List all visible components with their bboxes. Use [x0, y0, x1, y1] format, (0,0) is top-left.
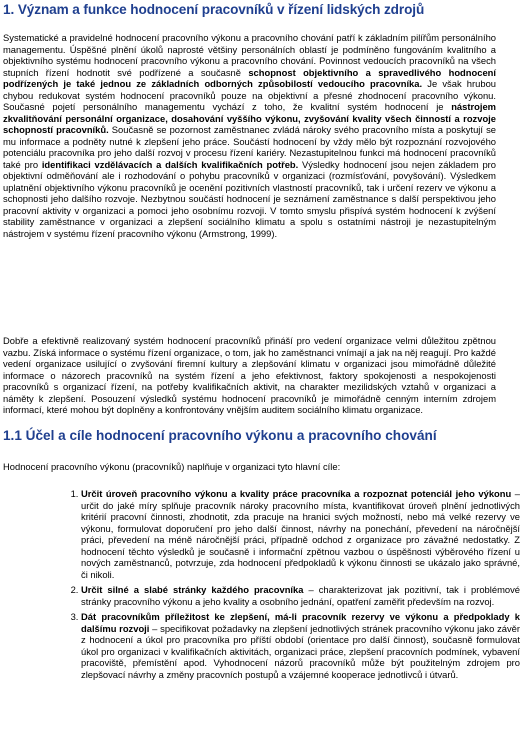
list-item-text: – charakterizovat jak pozitivní, tak i problémové stránky pracovního výkonu a jeho kvality a osobního jednání, opatření zaměřit především na rozvoj.: [81, 584, 520, 607]
list-item-bold: Určit silné a slabé stránky každého pracovníka: [81, 584, 304, 595]
list-item: [81, 488, 520, 580]
chapter-heading: 1. Význam a funkce hodnocení pracovníků v řízení lidských zdrojů: [3, 2, 425, 17]
text-span: Současně se pozornost zaměstnanec zvládá nároky svého pracovního místa a poskytují se mu informace a podněty nutné k zlepšení jeho práce. Součástí hodnocení by vždy mělo být rozpoznání rozvojového potenciálu pracovníka pro jeho další rozvoj v procesu řízení kariéry. Nezastupitelnou funkci má hodnocení pracovníků také pro: [3, 124, 496, 170]
list-item: [81, 611, 520, 680]
list-item-bold: Určit úroveň pracovního výkonu a kvality práce pracovníka a rozpoznat potenciál jeho výkonu: [81, 488, 512, 499]
goals-list: [57, 488, 520, 684]
list-item: [81, 584, 520, 607]
paragraph-goals-intro: Hodnocení pracovního výkonu (pracovníků) naplňuje v organizaci tyto hlavní cíle:: [3, 461, 341, 472]
list-item-text: – určit do jaké míry splňuje pracovník nároky pracovního místa, kvantifikovat úroveň plnění jednotlivých kritérií pracovní činnosti, zhodnotit, zda pracuje na hranici svých možností, nebo má velké rezervy ve výkonu, formulovat doporučení pro jeho další činnost, návrhy na ponechání, převedení na náročnější práci, převedení na méně náročnější práci, případně odchod z organizace pro závažné nedostatky. Z hodnocení těchto výsledků je současně i informační zpětnou vazbou o úspěšnosti výběrového řízení u nových zaměstnanců, potvrzuje, zda hodnocení předpokladů k výkonu činnosti se ukázalo jako správné, či nikoli.: [81, 488, 520, 580]
bold-span: nástrojem zkvalitňování personální organizace, dosahování vyššího výkonu, zvyšování kvality všech činností a rozvoje schopností pracovníků.: [3, 101, 496, 135]
text-span: Výsledky hodnocení jsou nejen základem pro objektivní odměňování ale i rozhodování o pohybu pracovníků v organizaci (rozmísťování, povyšování). Výsledkem uplatnění objektivního výkonu pracovníků je ocenění pozitivních vlastností pracovníků, tak i určení rezerv ve výkonu a schopnosti jeho dalšího rozvoje. Nezbytnou součástí hodnocení je seznámení zaměstnance s další perspektivou jeho pracovní aktivity v organizaci a pomoci jeho osobnímu rozvoji. V tomto smyslu přispívá systém hodnocení k zvýšení stability zaměstnance v organizaci a zlepšení sociálního klimatu a spolu s ostatními nástroji je nezastupitelným nástrojem v systému řízení pracovního výkonu (Armstrong, 1999).: [3, 158, 496, 239]
text-span: Systematické a pravidelné hodnocení pracovního výkonu a pracovního chování patří k základním pilířům personálního managementu. Úspěšné plnění úkolů naprosté většiny personálních oblastí je podmíněno fungováním kvalitního a objektivního systému hodnocení pracovního výkonu a pracovního chování. Povinnost vedoucích pracovníků na všech stupních řízení hodnotit své podřízené a současně: [3, 32, 496, 78]
list-item-text: – specifikovat požadavky na zlepšení jednotlivých stránek pracovního výkonu jako závěr z hodnocení a úkol pro pracovníka pro příští období (orientace pro další činnost), současně formulovat úkol pro organizaci v kvalifikačních aktivitách, organizaci práce, zlepšení pracovních podmínek, vybavení pracoviště, přemístění apod. Vyhodnocení názorů pracovníků může být použitelným zdrojem pro zlepšovací návrhy a změny pracovních postupů a vzájemné kooperace jednotlivců i útvarů.: [81, 622, 520, 680]
bold-span: schopnost objektivního a spravedlivého hodnocení podřízených je také jednou ze základních odborných způsobilostí vedoucího pracovníka.: [3, 66, 496, 89]
section-heading: 1.1 Účel a cíle hodnocení pracovního výkonu a pracovního chování: [3, 428, 437, 443]
list-item-bold: Dát pracovníkům příležitost ke zlepšení, má-li pracovník rezervy ve výkonu a předpoklady k dalšímu rozvoji: [81, 611, 520, 634]
text-span: Je však hrubou chybou redukovat systém hodnocení pracovníků pouze na objektivní a přesné zhodnocení pracovního výkonu. Současné pojetí personálního managementu vychází z toho, že kvalitní systém hodnocení je: [3, 78, 497, 112]
bold-span: identifikaci vzdělávacích a dalších kvalifikačních potřeb.: [41, 158, 299, 170]
paragraph-importance: [3, 32, 496, 239]
paragraph-feedback: Dobře a efektivně realizovaný systém hodnocení pracovníků přináší pro vedení organizace velmi důležitou zpětnou vazbu. Získá informace o systému řízení organizace, o tom, jak ho zaměstnanci vnímají a jak na něj reagují. Pro každé vedení organizace usilující o zvyšování firemní kultury a zlepšování klimatu v organizaci jsou mimořádně důležité informace o názorech pracovníků na systém řízení a jeho efektivnost, faktory spokojenosti a nespokojenosti pracovníků s organizací řízení, na potřeby kvalifikačních aktivit, na charakter mezilidských vztahů v organizaci a náměty k zlepšení. Posouzení výsledků systému hodnocení pracovníků je mimořádně cenným interním zdrojem informací, které mohou být doplněny a konfrontovány vnějším auditem sociálního klimatu organizace.: [3, 335, 496, 415]
